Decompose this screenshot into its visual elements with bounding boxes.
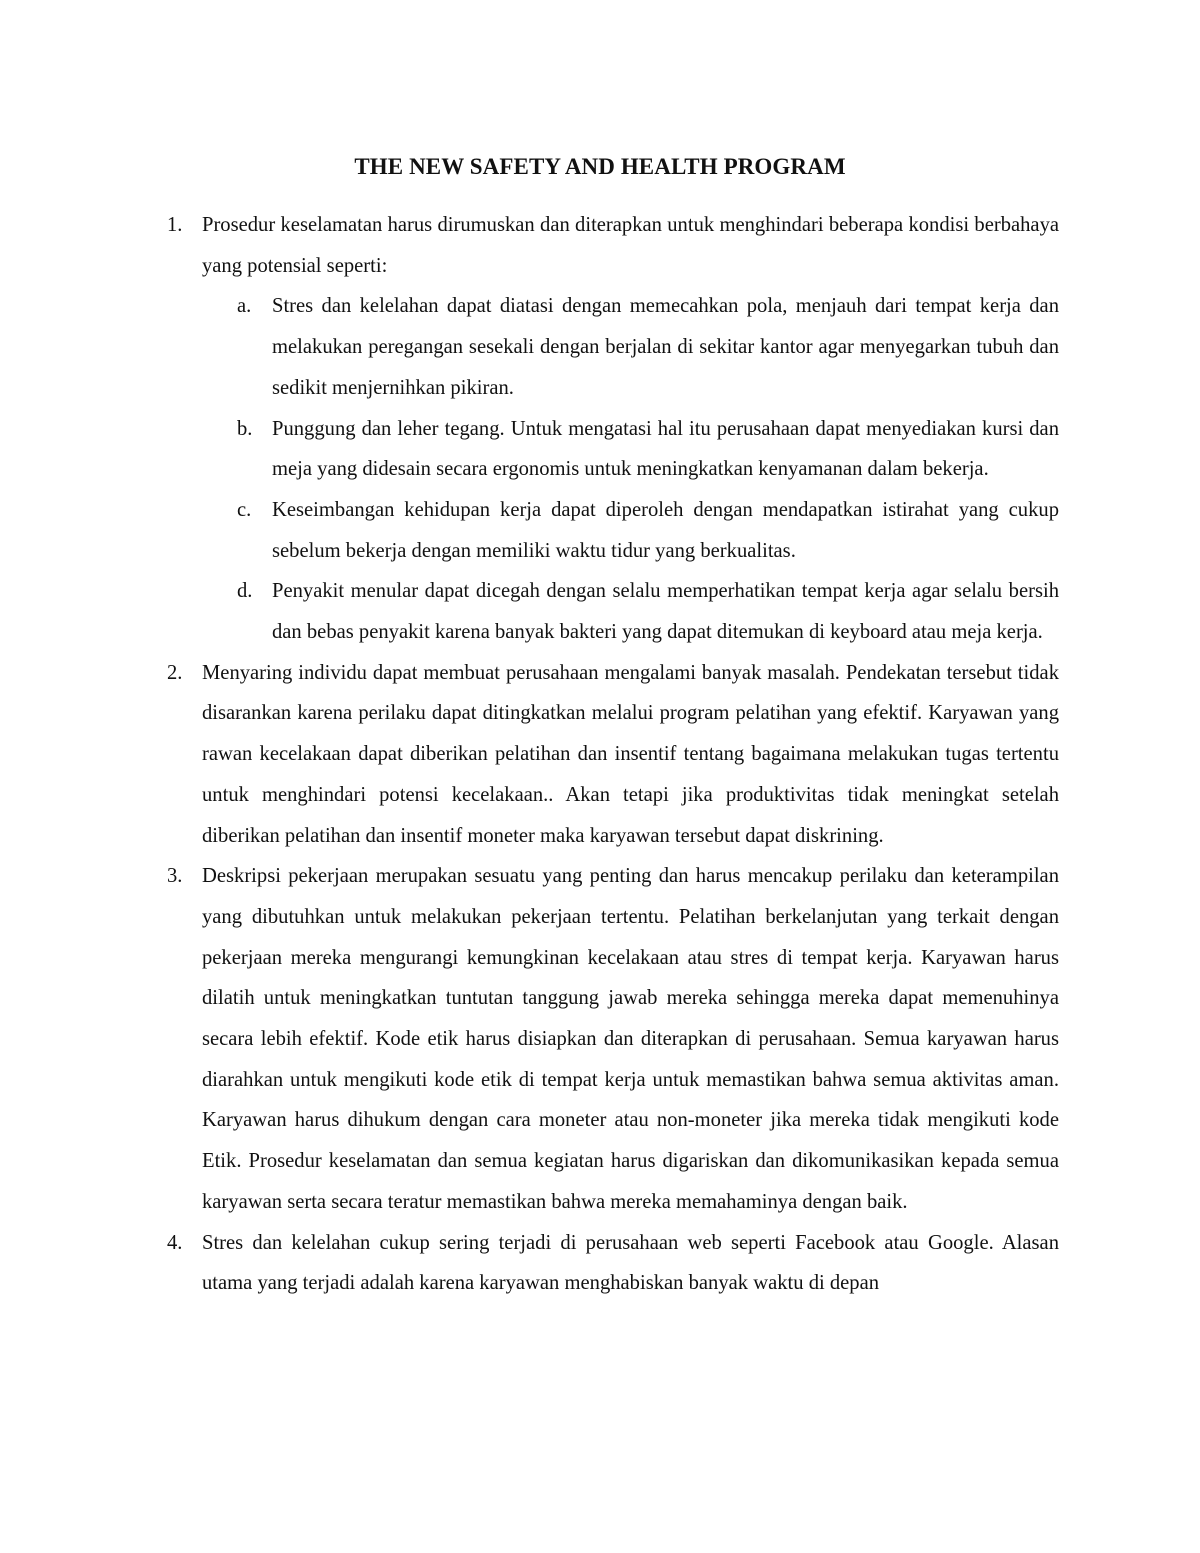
- list-number: 4.: [167, 1231, 183, 1254]
- list-item-text: Stres dan kelelahan cukup sering terjadi di perusahaan web seperti Facebook atau Google. Alasan utama yang terjadi adalah karena karyawan menghabiskan banyak waktu di depan: [202, 1231, 1059, 1295]
- sublist-letter: b.: [237, 417, 253, 440]
- list-item-text: Prosedur keselamatan harus dirumuskan dan diterapkan untuk menghindari beberapa kondisi berbahaya yang potensial seperti:: [202, 214, 1059, 277]
- numbered-list: [0, 205, 1200, 1304]
- sublist-item-text: Stres dan kelelahan dapat diatasi dengan memecahkan pola, menjauh dari tempat kerja dan melakukan peregangan sesekali dengan berjalan di sekitar kantor agar menyegarkan tubuh dan sedikit menjernihkan pikiran.: [272, 295, 1059, 399]
- list-item-4: [0, 1223, 1059, 1304]
- list-number: 2.: [167, 661, 183, 684]
- document-title: THE NEW SAFETY AND HEALTH PROGRAM: [354, 154, 846, 179]
- sublist-item-text: Keseimbangan kehidupan kerja dapat diperoleh dengan mendapatkan istirahat yang cukup sebelum bekerja dengan memiliki waktu tidur yang berkualitas.: [272, 498, 1059, 562]
- list-item-1: [0, 205, 1059, 653]
- list-item-3: [0, 856, 1059, 1222]
- list-item-2: [0, 653, 1059, 857]
- list-number: 1.: [167, 214, 183, 236]
- sublist-item-text: Punggung dan leher tegang. Untuk mengatasi hal itu perusahaan dapat menyediakan kursi dan meja yang didesain secara ergonomis untuk meningkatkan kenyamanan dalam bekerja.: [272, 417, 1059, 481]
- list-item-text: Deskripsi pekerjaan merupakan sesuatu yang penting dan harus mencakup perilaku dan keterampilan yang dibutuhkan untuk melakukan pekerjaan tertentu. Pelatihan berkelanjutan yang terkait dengan pekerjaan mereka mengurangi kemungkinan kecelakaan atau stres di tempat kerja. Karyawan harus dilatih untuk meningkatkan tuntutan tanggung jawab mereka sehingga mereka dapat memenuhinya secara lebih efektif. Kode etik harus disiapkan dan diterapkan di perusahaan. Semua karyawan harus diarahkan untuk mengikuti kode etik di tempat kerja untuk memastikan bahwa semua aktivitas aman. Karyawan harus dihukum dengan cara moneter atau non-moneter jika mereka tidak mengikuti kode Etik. Prosedur keselamatan dan semua kegiatan harus digariskan dan dikomunikasikan kepada semua karyawan serta secara teratur memastikan bahwa mereka memahaminya dengan baik.: [202, 865, 1059, 1213]
- sublist-item-c: [202, 490, 1059, 571]
- sublist-item-b: [202, 409, 1059, 490]
- sublist-item-text: Penyakit menular dapat dicegah dengan selalu memperhatikan tempat kerja agar selalu bersih dan bebas penyakit karena banyak bakteri yang dapat ditemukan di keyboard atau meja kerja.: [272, 580, 1059, 644]
- sublist-item-a: [202, 286, 1059, 408]
- list-number: 3.: [167, 865, 183, 888]
- sublist-letter: a.: [237, 295, 252, 318]
- sublist-letter: c.: [237, 498, 252, 521]
- sublist-letter: d.: [237, 580, 253, 603]
- lettered-sublist: [202, 286, 1059, 652]
- document-body: [0, 205, 1200, 1304]
- list-item-text: Menyaring individu dapat membuat perusahaan mengalami banyak masalah. Pendekatan tersebut tidak disarankan karena perilaku dapat ditingkatkan melalui program pelatihan yang efektif. Karyawan yang rawan kecelakaan dapat diberikan pelatihan dan insentif tentang bagaimana melakukan tugas tertentu untuk menghindari potensi kecelakaan.. Akan tetapi jika produktivitas tidak meningkat setelah diberikan pelatihan dan insentif moneter maka karyawan tersebut dapat diskrining.: [202, 661, 1059, 847]
- sublist-item-d: [202, 571, 1059, 652]
